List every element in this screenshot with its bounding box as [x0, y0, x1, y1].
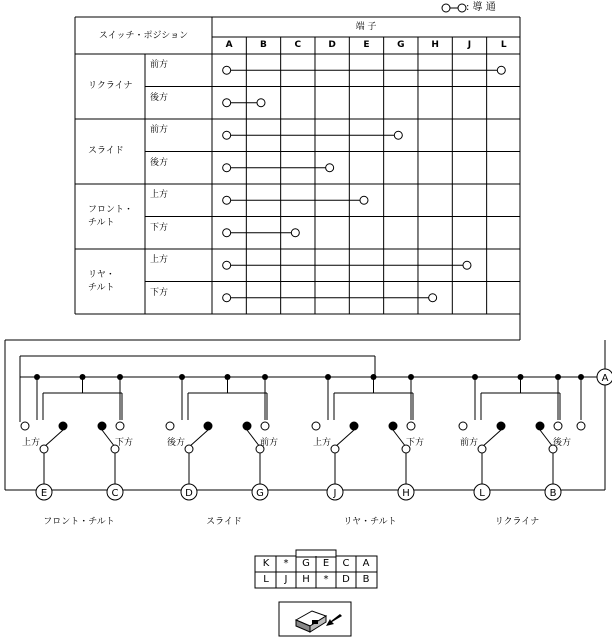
terminal-a-common: A: [601, 373, 609, 384]
position-label-3b: 下方: [406, 438, 425, 448]
connector-pin: K: [262, 558, 270, 569]
position-label: 後方: [150, 92, 169, 103]
group-name: リヤ・: [88, 269, 115, 280]
terminal-header-e: E: [363, 40, 370, 50]
switch-group-label: スライド: [206, 517, 242, 527]
position-label-4a: 前方: [460, 438, 479, 448]
switch-group-label: リクライナ: [494, 517, 540, 527]
terminal-h: H: [402, 488, 410, 499]
position-label-1a: 上方: [22, 438, 41, 448]
continuity-a-e: [223, 196, 368, 204]
terminal-e: E: [40, 488, 48, 499]
position-label: 後方: [150, 157, 169, 168]
connector-pin: B: [362, 574, 370, 585]
position-label: 上方: [150, 190, 169, 200]
continuity-a-d: [223, 164, 334, 172]
continuity-a-j: [223, 261, 471, 269]
continuity-a-l: [223, 66, 506, 74]
terminal-j: J: [333, 488, 337, 499]
header-switch-position: スイッチ・ポジション: [98, 31, 189, 41]
position-label: 下方: [150, 287, 169, 298]
terminal-header-b: B: [260, 40, 267, 50]
position-label-3a: 上方: [313, 438, 332, 448]
terminal-header-l: L: [500, 40, 507, 50]
terminal-header-j: J: [467, 40, 472, 50]
position-label-1b: 下方: [115, 438, 134, 448]
legend-label: : 導 通: [466, 2, 496, 13]
group-name: スライド: [88, 146, 124, 156]
terminal-header-a: A: [225, 40, 233, 50]
terminal-c: C: [111, 488, 119, 499]
continuity-a-b: [223, 99, 265, 107]
connector-pin: L: [263, 574, 269, 585]
group-name: チルト: [88, 282, 115, 293]
connector-pin: G: [302, 558, 310, 569]
position-label-4b: 後方: [553, 438, 572, 448]
connector-pin: E: [322, 558, 330, 569]
terminal-g: G: [256, 488, 264, 499]
group-name: リクライナ: [88, 81, 133, 91]
switch-group-label: フロント・チルト: [43, 517, 115, 527]
position-label: 前方: [150, 60, 169, 70]
terminal-d: D: [185, 488, 193, 499]
terminal-b: B: [549, 488, 557, 499]
continuity-a-g: [223, 131, 403, 139]
group-name: フロント・: [88, 204, 134, 215]
position-label: 上方: [150, 255, 169, 265]
position-label-2b: 前方: [260, 438, 279, 448]
continuity-a-h: [223, 294, 437, 302]
switch-group-label: リヤ・チルト: [343, 517, 397, 527]
connector-pin: H: [302, 574, 310, 585]
connector-pin: *: [283, 558, 289, 569]
terminal-header-c: C: [294, 40, 302, 50]
terminal-header-h: H: [431, 40, 439, 50]
circuit-diagram: [0, 330, 612, 545]
terminal-l: L: [479, 488, 485, 499]
header-terminal: 端 子: [355, 22, 377, 32]
terminal-header-g: G: [397, 40, 405, 50]
terminal-header-d: D: [328, 40, 336, 50]
group-name: チルト: [88, 217, 115, 228]
continuity-a-c: [223, 229, 300, 237]
connector-pin: J: [284, 574, 288, 585]
connector-pin: A: [362, 558, 370, 569]
position-label: 前方: [150, 125, 169, 135]
position-label: 下方: [150, 222, 169, 233]
connector-pin: C: [342, 558, 350, 569]
position-label-2a: 後方: [167, 438, 186, 448]
connector-pin: D: [342, 574, 350, 585]
connector-view-icon: [278, 601, 352, 637]
connector-pin: *: [323, 574, 329, 585]
